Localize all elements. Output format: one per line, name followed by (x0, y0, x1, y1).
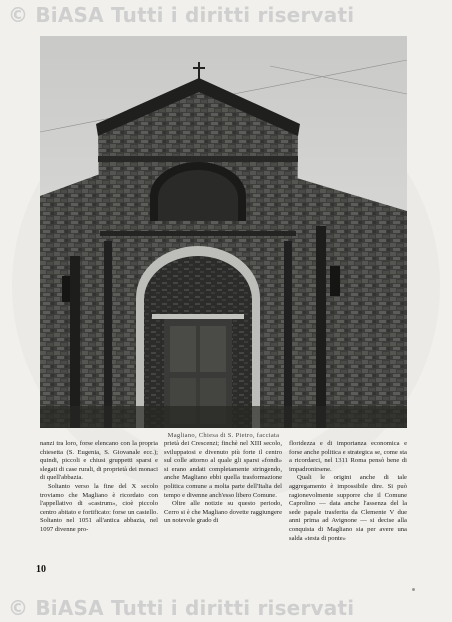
watermark-bottom: © BiASA Tutti i diritti riservati (8, 596, 355, 620)
watermark-top: © BiASA Tutti i diritti riservati (8, 3, 355, 27)
text-column-2 (164, 440, 282, 526)
paragraph: Quali le origini anche di tale aggregamento è impossibile dire. Si può ragionevolmente supporre che il Comune Caprolino — data anche l'assenza del la sede papale trasferita da Clemente V due anni prima ad Avignone — si decise alla conquista di Magliano sia per avere una salda «testa di ponte» (289, 474, 407, 542)
paragraph: Soltanto verso la fine del X secolo troviamo che Magliano è ricordato con l'appellativo di «castrum», cioè piccolo centro abitato e fortificato: forse un castello. Soltanto nel 1051 all'antica abbazia, nel 1097 divenne pro- (40, 482, 158, 533)
photo-caption: Magliano, Chiesa di S. Pietro, facciata (167, 432, 280, 439)
paragraph: nanzi tra loro, forse elencano con la propria chiesetta (S. Eugenia, S. Giovanale ecc.); quindi, piccoli e chiusi gruppetti sparsi e slegati di case rurali, di proprietà dei monaci di quell'abbazia. (40, 440, 158, 482)
paragraph: floridezza e di importanza economica e forse anche politica e strategica se, come sta a ricordarci, nel 1311 Roma pensò bene di impadronirsene. (289, 440, 407, 473)
dust-speck (412, 588, 415, 591)
page-number: 10 (36, 564, 46, 575)
church-photo (40, 36, 407, 428)
text-column-1 (40, 440, 158, 535)
text-column-3 (289, 440, 407, 543)
church-facade-illustration (40, 36, 407, 428)
paragraph: Oltre alle notizie su questo periodo, Cerro si è che Magliano dovette raggiungere un notevole grado di (164, 500, 282, 525)
paragraph: prietà dei Crescenzi; finchè nel XIII secolo, sviluppatosi e divenuto più forte il centro sul colle attorno al quale gli sparsi «fondi» si erano andati completamente stringendo, anche Magliano ebbi quella trasformazione politica comune a molta parte dell'Italia del tempo e divenne anch'esso libero Comune. (164, 440, 282, 499)
